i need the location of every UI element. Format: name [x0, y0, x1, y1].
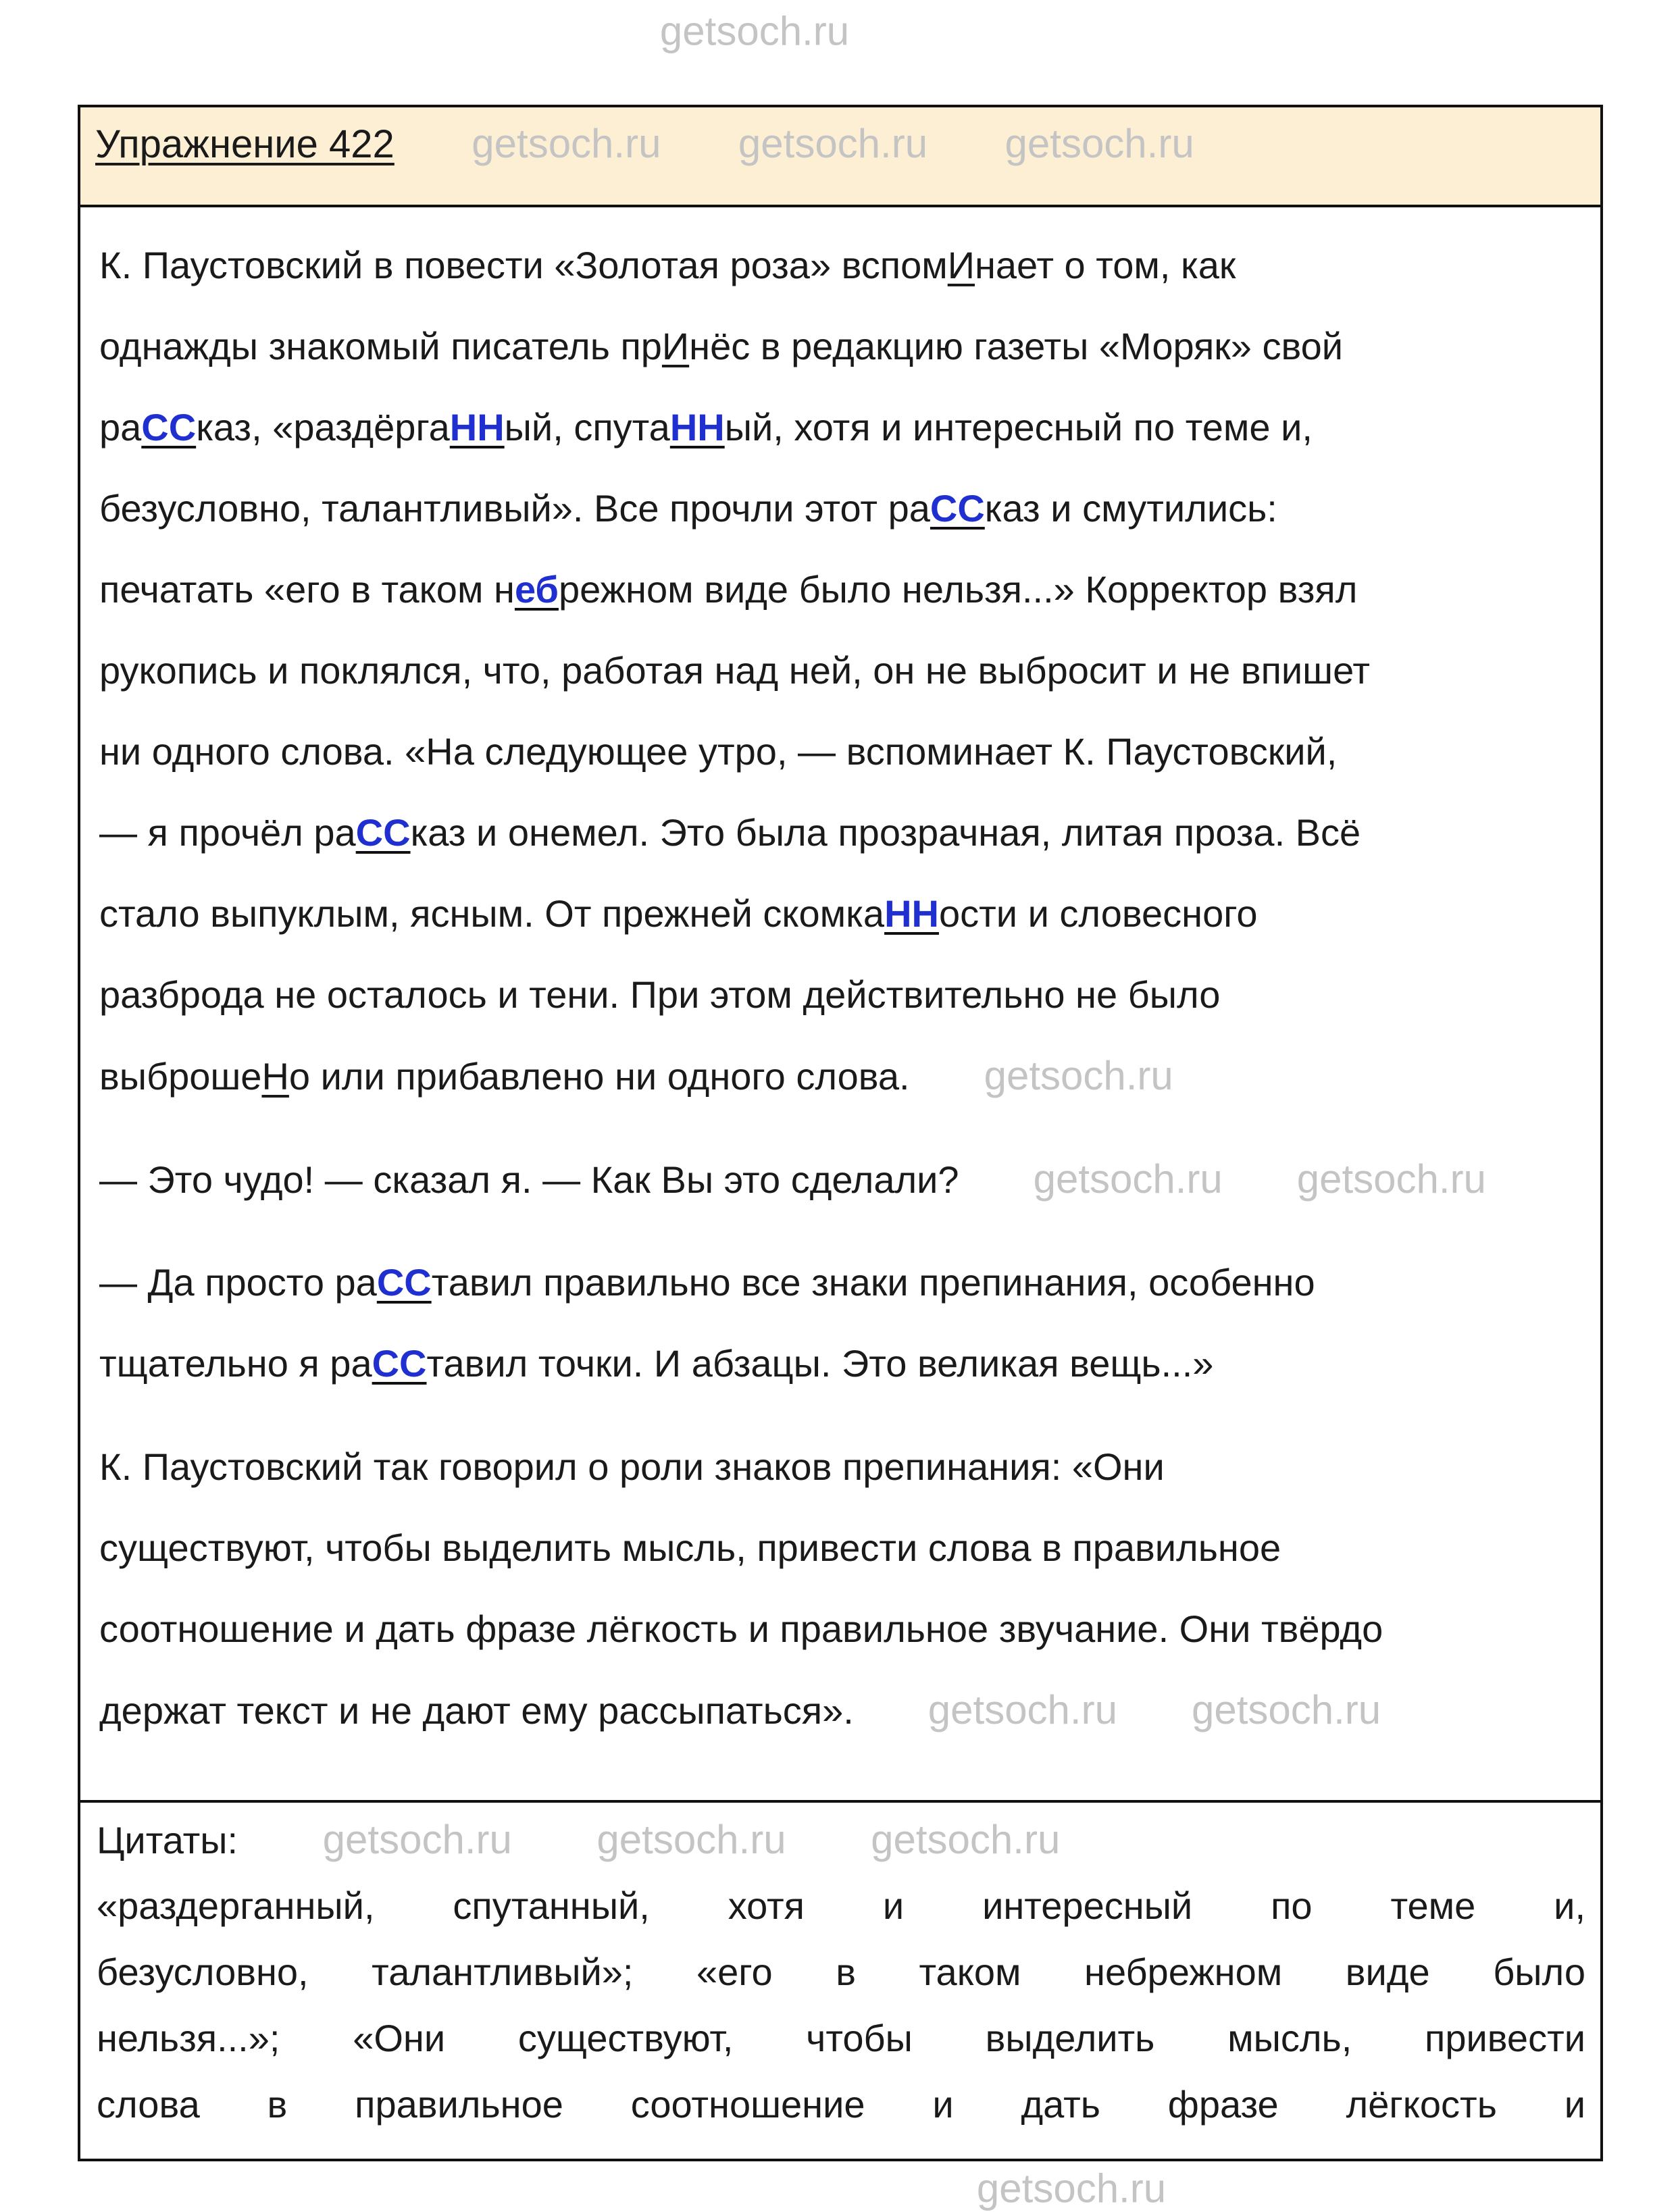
text-segment: тщательно я ра: [99, 1342, 372, 1385]
highlighted-letters: НН: [449, 406, 505, 448]
exercise-header: [80, 107, 1600, 207]
text-line: [99, 873, 1600, 954]
highlighted-letters: еб: [514, 568, 559, 611]
watermark: getsoch.ru: [659, 8, 850, 54]
text-segment: режном виде было нельзя...» Корректор взял: [558, 568, 1358, 611]
text-line: [99, 1035, 1600, 1116]
text-segment: — Это чудо! — сказал я. — Как Вы это сделали?: [99, 1158, 959, 1201]
highlighted-letters: НН: [884, 892, 939, 935]
watermark: getsoch.ru: [1296, 1156, 1486, 1202]
text-line: [99, 1426, 1600, 1508]
text-segment: К. Паустовский так говорил о роли знаков препинания: «Они: [99, 1445, 1165, 1488]
text-segment: держат текст и не дают ему рассыпаться».: [99, 1689, 854, 1732]
text-segment: тавил правильно все знаки препинания, особенно: [431, 1261, 1315, 1304]
citations-heading-row: [97, 1807, 1585, 1873]
text-line: [99, 711, 1600, 792]
watermark: getsoch.ru: [596, 1817, 786, 1862]
text-segment: печатать «его в таком н: [99, 568, 515, 611]
exercise-title: Упражнение 422: [95, 122, 395, 166]
text-segment: рукопись и поклялся, что, работая над ней, он не выбросит и не впишет: [99, 649, 1371, 692]
watermark: getsoch.ru: [472, 121, 661, 166]
text-line: [99, 306, 1600, 387]
underlined-letter: И: [661, 325, 690, 367]
text-line: [99, 468, 1600, 549]
text-segment: каз и смутились:: [984, 487, 1277, 530]
text-line: [99, 792, 1600, 873]
watermark: getsoch.ru: [984, 1053, 1173, 1098]
highlighted-letters: СС: [355, 811, 411, 854]
text-segment: существуют, чтобы выделить мысль, привести слова в правильное: [99, 1526, 1281, 1569]
text-line: [99, 954, 1600, 1035]
text-segment: — Да просто ра: [99, 1261, 377, 1304]
watermark: getsoch.ru: [1191, 1687, 1381, 1732]
underlined-letter: Н: [261, 1055, 289, 1098]
watermark: getsoch.ru: [927, 1687, 1117, 1732]
text-segment: нает о том, как: [974, 244, 1236, 286]
watermark: getsoch.ru: [976, 2165, 1167, 2211]
highlighted-letters: НН: [669, 406, 725, 448]
text-segment: каз и онемел. Это была прозрачная, литая проза. Всё: [410, 811, 1361, 854]
text-segment: нёс в редакцию газеты «Моряк» свой: [689, 325, 1344, 367]
text-segment: выброше: [99, 1055, 262, 1098]
citations-section: [80, 1803, 1600, 2138]
text-segment: безусловно, талантливый». Все прочли этот ра: [99, 487, 930, 530]
highlighted-letters: СС: [141, 406, 197, 448]
text-segment: тавил точки. И абзацы. Это великая вещь...»: [426, 1342, 1214, 1385]
text-line: [99, 1242, 1600, 1323]
citations-heading: Цитаты:: [97, 1819, 238, 1861]
citation-line: безусловно, талантливый»; «его в таком небрежном виде было: [97, 1951, 1585, 1993]
text-line: [99, 225, 1600, 306]
text-line: [99, 387, 1600, 468]
text-line: [99, 1323, 1600, 1404]
citation-line: «раздерганный, спутанный, хотя и интересный по теме и,: [97, 1884, 1585, 1927]
highlighted-letters: СС: [372, 1342, 427, 1385]
underlined-letter: И: [947, 244, 975, 286]
citation-line: слова в правильное соотношение и дать фразе лёгкость и: [97, 2083, 1585, 2126]
highlighted-letters: СС: [930, 487, 985, 530]
text-segment: стало выпуклым, ясным. От прежней скомка: [99, 892, 885, 935]
watermark: getsoch.ru: [1005, 121, 1194, 166]
text-line: [99, 1670, 1600, 1751]
text-segment: однажды знакомый писатель пр: [99, 325, 662, 367]
text-segment: ра: [99, 406, 142, 448]
text-segment: К. Паустовский в повести «Золотая роза» вспом: [99, 244, 948, 286]
text-line: [99, 630, 1600, 711]
watermark: getsoch.ru: [1033, 1156, 1223, 1202]
highlighted-letters: СС: [376, 1261, 432, 1304]
text-line: [99, 1508, 1600, 1589]
text-line: [99, 549, 1600, 630]
exercise-text: [80, 207, 1600, 1803]
text-segment: ости и словесного: [938, 892, 1258, 935]
text-segment: — я прочёл ра: [99, 811, 356, 854]
text-segment: разброда не осталось и тени. При этом действительно не было: [99, 973, 1221, 1016]
text-segment: ни одного слова. «На следующее утро, — вспоминает К. Паустовский,: [99, 730, 1338, 773]
watermark: getsoch.ru: [871, 1817, 1061, 1862]
text-segment: соотношение и дать фразе лёгкость и правильное звучание. Они твёрдо: [99, 1607, 1383, 1650]
text-segment: каз, «раздёрга: [196, 406, 450, 448]
text-line: [99, 1589, 1600, 1670]
text-segment: ый, хотя и интересный по теме и,: [724, 406, 1313, 448]
text-segment: о или прибавлено ни одного слова.: [288, 1055, 910, 1098]
exercise-table: [78, 105, 1603, 2161]
watermark: getsoch.ru: [738, 121, 928, 166]
text-segment: ый, спута: [504, 406, 670, 448]
watermark: getsoch.ru: [322, 1817, 512, 1862]
text-line: [99, 1139, 1600, 1220]
citation-line: нельзя...»; «Они существуют, чтобы выделить мысль, привести: [97, 2017, 1585, 2059]
